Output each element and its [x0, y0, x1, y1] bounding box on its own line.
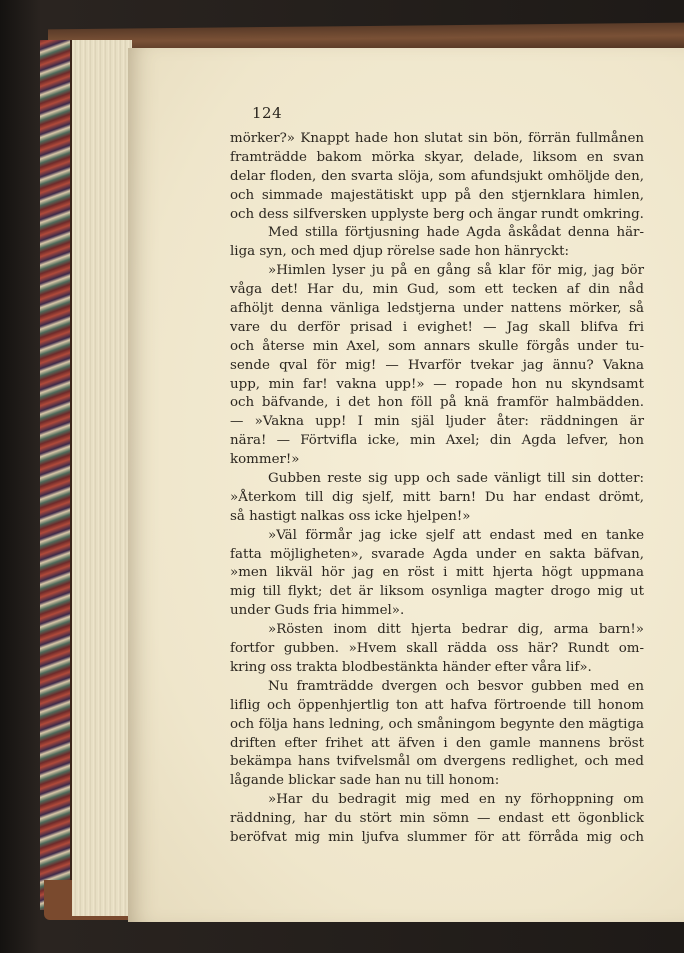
text-line: driften efter frihet att äfven i den gamle mannens bröst [230, 735, 644, 751]
text-line: och följa hans ledning, och småningom begynte den mägtiga [230, 716, 644, 732]
text-line: Gubben reste sig upp och sade vänligt till sin dotter: [268, 471, 644, 487]
text-line: kring oss trakta blodbestänkta händer efter våra lif». [230, 659, 592, 675]
text-line: »Rösten inom ditt hjerta bedrar dig, arma barn!» [268, 622, 644, 638]
text-line: »men likväl hör jag en röst i mitt hjerta högt uppmana [230, 565, 644, 581]
text-line: så hastigt nalkas oss icke hjelpen!» [230, 508, 471, 524]
text-line: bekämpa hans tvifvelsmål om dvergens redlighet, och med [230, 754, 644, 770]
text-line: afhöljt denna vänliga ledstjerna under nattens mörker, så [230, 301, 644, 317]
text-line: och dess silfversken upplyste berg och ängar rundt omkring. [230, 206, 644, 222]
text-line: kommer!» [230, 452, 300, 468]
text-line: »Har du bedragit mig med en ny förhoppning om [268, 792, 644, 808]
text-line: mörker?» Knappt hade hon slutat sin bön, förrän fullmånen [230, 131, 644, 146]
text-line: framträdde bakom mörka skyar, delade, liksom en svan [230, 149, 644, 165]
page-stack [72, 40, 132, 916]
text-line: delar floden, den svarta slöja, som afundsjukt omhöljde den, [230, 168, 644, 184]
text-line: vare du derför prisad i evighet! — Jag skall blifva fri [230, 319, 644, 335]
body-text [230, 130, 644, 848]
text-line: — »Vakna upp! I min själ ljuder åter: räddningen är [230, 414, 644, 430]
page-number: 124 [252, 104, 283, 122]
marbled-page-edge [40, 40, 73, 910]
text-line: lågande blickar sade han nu till honom: [230, 773, 500, 789]
text-line: våga det! Har du, min Gud, som ett tecken af din nåd [230, 282, 644, 298]
text-line: »Väl förmår jag icke sjelf att endast med en tanke [268, 527, 644, 543]
text-line: sende qval för mig! — Hvarför tvekar jag ännu? Vakna [230, 357, 644, 373]
text-line: liflig och öppenhjertlig ton att hafva förtroende till honom [230, 697, 644, 713]
text-line: och simmade majestätiskt upp på den stjernklara himlen, [230, 187, 644, 203]
text-line: och återse min Axel, som annars skulle förgås under tu- [230, 338, 644, 354]
text-line: fatta möjligheten», svarade Agda under en sakta bäfvan, [230, 546, 644, 562]
text-line: »Himlen lyser ju på en gång så klar för mig, jag bör [268, 263, 644, 279]
text-line: Med stilla förtjusning hade Agda åskådat denna här- [268, 225, 644, 241]
text-line: beröfvat mig min ljufva slummer för att förråda mig och [230, 829, 644, 845]
text-line: nära! — Förtvifla icke, min Axel; din Agda lefver, hon [230, 433, 644, 449]
text-line: »Återkom till dig sjelf, mitt barn! Du har endast drömt, [230, 489, 644, 505]
text-line: fortfor gubben. »Hvem skall rädda oss här? Rundt om- [230, 641, 644, 657]
text-line: mig till flykt; det är liksom osynliga magter drogo mig ut [230, 584, 644, 600]
text-line: under Guds fria himmel». [230, 603, 405, 619]
text-line: upp, min far! vakna upp!» — ropade hon nu skyndsamt [230, 376, 644, 392]
text-line: liga syn, och med djup rörelse sade hon hänryckt: [230, 244, 570, 260]
text-line: och bäfvande, i det hon föll på knä framför halmbädden. [230, 395, 644, 411]
text-line: räddning, har du stört min sömn — endast ett ögonblick [230, 811, 644, 827]
text-line: Nu framträdde dvergen och besvor gubben med en [268, 678, 644, 694]
